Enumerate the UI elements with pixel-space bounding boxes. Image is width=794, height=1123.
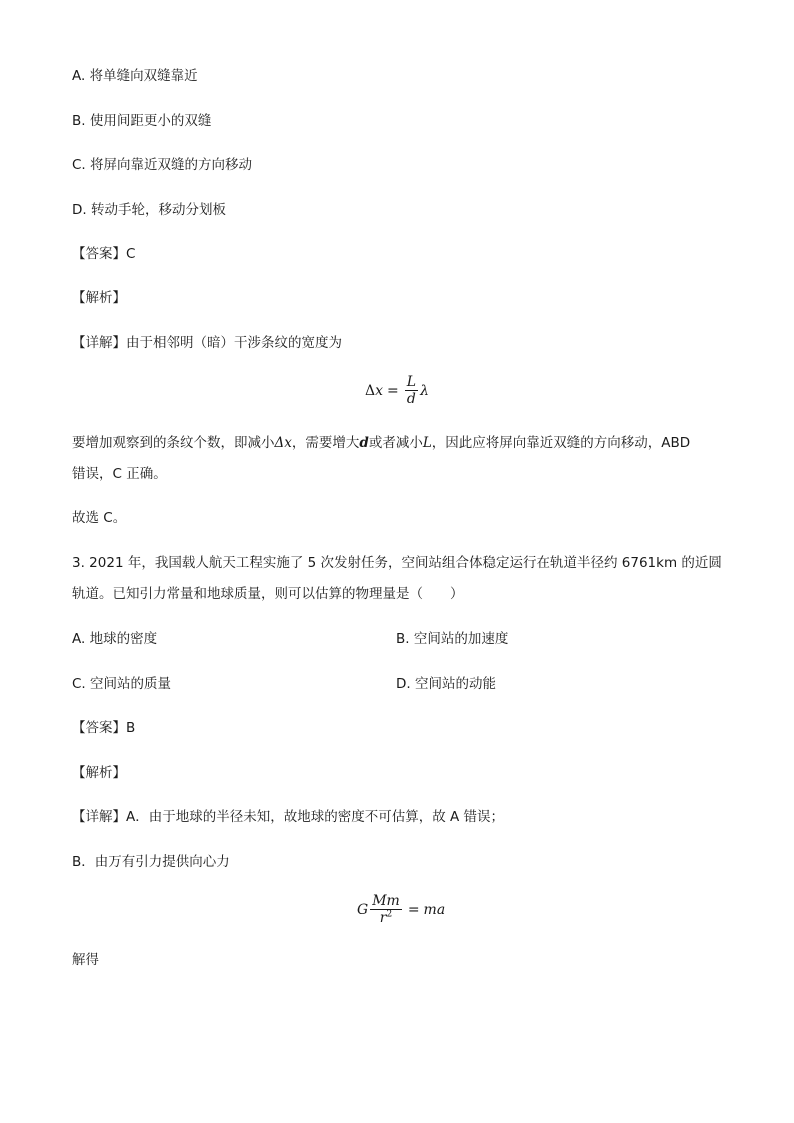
formula-numerator: L: [406, 374, 417, 390]
q2-explanation-2: 错误，C 正确。: [72, 466, 167, 482]
q3-option-c: C. 空间站的质量: [72, 676, 172, 692]
q2-analysis-tag: 【解析】: [72, 290, 126, 306]
formula-equals: =: [407, 901, 420, 918]
q3-analysis-tag: 【解析】: [72, 765, 126, 781]
formula-fraction: [405, 374, 418, 407]
expl-d: d: [359, 435, 369, 451]
formula-equals: =: [387, 382, 399, 399]
expl-text-b: ，需要增大: [291, 435, 360, 451]
q2-option-a: A. 将单缝向双缝靠近: [72, 68, 198, 84]
q3-option-b: B. 空间站的加速度: [396, 631, 509, 647]
q3-solve: 解得: [72, 952, 99, 968]
detail-tag: 【详解】: [72, 335, 126, 351]
q3-detail-b: B．由万有引力提供向心力: [72, 854, 230, 870]
q2-option-c: C. 将屏向靠近双缝的方向移动: [72, 157, 253, 173]
q2-detail-line: [72, 333, 342, 353]
answer-tag: 【答案】: [72, 246, 126, 262]
formula-G: G: [357, 901, 369, 918]
q3-option-a: A. 地球的密度: [72, 631, 158, 647]
expl-text-c: 或者减小: [368, 435, 423, 451]
expl-text-a: 要增加观察到的条纹个数，即减小: [72, 435, 275, 451]
formula-exponent: 2: [386, 909, 393, 920]
q3-answer-line: [72, 718, 135, 738]
formula-lambda: λ: [420, 382, 429, 399]
formula-rhs: ma: [423, 901, 446, 918]
formula-x: x: [375, 382, 384, 399]
q2-option-d: D. 转动手轮，移动分划板: [72, 202, 226, 218]
q2-conclusion: 故选 C。: [72, 510, 127, 526]
q3-stem-line-2: 轨道。已知引力常量和地球质量，则可以估算的物理量是（ ）: [72, 586, 464, 602]
expl-L: L: [422, 435, 432, 451]
formula-fraction: [370, 893, 402, 926]
answer-tag: 【答案】: [72, 720, 126, 736]
q2-explanation-1: [72, 433, 690, 453]
detail-a: A．由于地球的半径未知，故地球的密度不可估算，故 A 错误；: [126, 809, 505, 825]
detail-tag: 【详解】: [72, 809, 126, 825]
q2-answer-line: [72, 244, 135, 264]
expl-text-d: ，因此应将屏向靠近双缝的方向移动，ABD: [431, 435, 691, 451]
formula-denominator: [370, 910, 402, 926]
gravitation-formula: [357, 893, 445, 926]
formula-numerator: Mm: [372, 893, 400, 909]
q3-detail-line: [72, 807, 504, 827]
answer-value: B: [126, 720, 136, 736]
q3-option-d: D. 空间站的动能: [396, 676, 496, 692]
q2-option-b: B. 使用间距更小的双缝: [72, 113, 212, 129]
answer-value: C: [126, 246, 136, 262]
detail-text: 由于相邻明（暗）干涉条纹的宽度为: [126, 335, 342, 351]
fringe-width-formula: [365, 374, 429, 407]
formula-delta: Δ: [365, 382, 376, 399]
q3-stem-line-1: 3. 2021 年，我国载人航天工程实施了 5 次发射任务，空间站组合体稳定运行在轨道半径约 6761km 的近圆: [72, 555, 722, 571]
formula-denominator: d: [406, 391, 416, 407]
formula-r: r: [379, 910, 387, 926]
expl-dx: Δx: [274, 435, 292, 451]
